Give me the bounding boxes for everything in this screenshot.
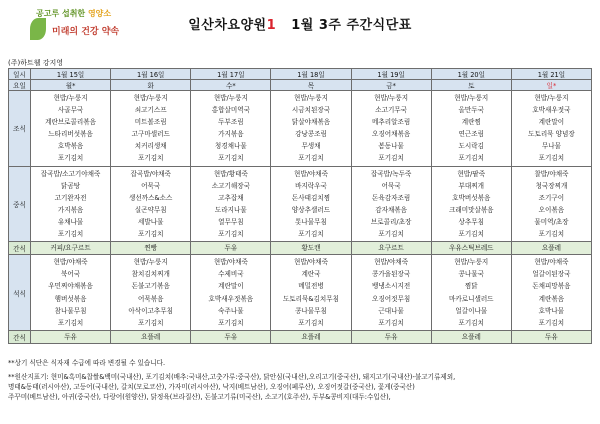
weekday-row bbox=[9, 80, 592, 91]
menu-item: 실곤약무침 bbox=[134, 205, 167, 214]
menu-item: 도토리묵&김치무침 bbox=[282, 294, 340, 303]
menu-item: 도시락김 bbox=[458, 142, 485, 151]
menu-item: 현밥/누룽지 bbox=[133, 94, 168, 102]
menu-item: 계란국 bbox=[301, 270, 321, 279]
menu-item: 물미역/초장 bbox=[534, 217, 569, 226]
menu-item: 현밥/야채죽 bbox=[293, 169, 329, 178]
menu-item: 고추잡채 bbox=[218, 193, 244, 202]
weekday-header: 일* bbox=[511, 80, 591, 91]
menu-cell bbox=[31, 255, 111, 331]
menu-item: 현밥/누룽지 bbox=[133, 258, 168, 267]
snack-cell bbox=[111, 242, 191, 255]
menu-item: 포기김치 bbox=[538, 230, 565, 239]
menu-item: 포기김치 bbox=[298, 154, 324, 163]
menu-item: 도토리묵 양념장 bbox=[528, 130, 575, 139]
snack-row bbox=[9, 330, 592, 343]
menu-item: 감자채볶음 bbox=[375, 205, 408, 214]
menu-item: 부대찌개 bbox=[458, 181, 485, 190]
menu-item: 포기김치 bbox=[538, 318, 565, 327]
menu-item: 포기김치 bbox=[378, 318, 404, 327]
menu-item: 잡곡밥/야채죽 bbox=[130, 169, 171, 178]
meal-label: 간식 bbox=[9, 242, 31, 255]
menu-cell bbox=[511, 166, 591, 242]
menu-item: 톳나물무침 bbox=[295, 217, 327, 226]
menu-item: 찜닭 bbox=[464, 282, 478, 291]
menu-item: 포기김치 bbox=[137, 318, 164, 327]
menu-cell bbox=[431, 91, 511, 167]
menu-item: 현밥/누룽지 bbox=[534, 94, 569, 102]
menu-item: 호박새우젓볶음 bbox=[208, 294, 254, 303]
menu-item: 호박볶음 bbox=[57, 142, 84, 151]
menu-item: 현밥/누룽지 bbox=[374, 94, 409, 102]
weekly-menu-table bbox=[8, 68, 592, 344]
menu-item: 햄버섯볶음 bbox=[54, 294, 87, 303]
menu-item: 얼갈이된장국 bbox=[532, 270, 571, 279]
menu-cell bbox=[191, 255, 271, 331]
menu-item: 호박나물 bbox=[538, 306, 565, 315]
menu-item: 근대나물 bbox=[378, 306, 404, 315]
date-header: 1월 21일 bbox=[511, 69, 591, 80]
menu-item: 브로콜리/초장 bbox=[370, 217, 412, 226]
menu-item: 포기김치 bbox=[57, 318, 84, 327]
menu-item: 마카로니샐러드 bbox=[448, 294, 494, 303]
menu-item: 소고기해장국 bbox=[211, 181, 250, 190]
snack-cell bbox=[431, 330, 511, 343]
menu-item: 포기김치 bbox=[57, 154, 84, 163]
corner-day-label: 요일 bbox=[9, 80, 31, 91]
menu-item: 오징어젓무침 bbox=[372, 294, 411, 303]
menu-item: 우민찌야채볶음 bbox=[48, 282, 93, 291]
menu-item: 요구르트 bbox=[378, 244, 404, 253]
date-header: 1월 15일 bbox=[31, 69, 111, 80]
menu-item: 세발나물 bbox=[137, 217, 164, 226]
menu-item: 바지락우국 bbox=[295, 181, 327, 190]
menu-item: 고구마샐러드 bbox=[131, 130, 170, 139]
menu-item: 포기김치 bbox=[458, 154, 485, 163]
menu-cell bbox=[191, 166, 271, 242]
menu-item: 포기김치 bbox=[137, 154, 164, 163]
menu-item: 조기구이 bbox=[538, 193, 565, 202]
menu-item: 계란브로콜리볶음 bbox=[45, 118, 97, 127]
menu-item: 황도캔 bbox=[301, 244, 321, 253]
snack-cell bbox=[351, 330, 431, 343]
date-header: 1월 17일 bbox=[191, 69, 271, 80]
corner-date-label: 일시 bbox=[9, 69, 31, 80]
menu-item: 오징어채볶음 bbox=[372, 130, 411, 139]
menu-cell bbox=[351, 91, 431, 167]
menu-item: 현밥/누룽지 bbox=[293, 94, 329, 102]
menu-item: 올만두국 bbox=[458, 106, 485, 115]
menu-item: 어묵국 bbox=[381, 181, 401, 190]
menu-item: 두유 bbox=[64, 332, 77, 341]
menu-item: 우유스틱브레드 bbox=[448, 244, 494, 253]
weekday-header: 월* bbox=[31, 80, 111, 91]
menu-item: 두부조림 bbox=[218, 118, 244, 127]
menu-item: 현밥/야채죽 bbox=[53, 258, 88, 267]
menu-item: 연근조림 bbox=[458, 130, 485, 139]
menu-item: 포기김치 bbox=[298, 318, 324, 327]
menu-cell bbox=[351, 166, 431, 242]
menu-item: 콩가을된장국 bbox=[372, 270, 411, 279]
date-row bbox=[9, 69, 592, 80]
menu-item: 두유 bbox=[224, 332, 238, 341]
menu-item: 치커리생채 bbox=[134, 142, 167, 151]
menu-item: 포기김치 bbox=[538, 154, 565, 163]
menu-item: 생선까스&소스 bbox=[129, 193, 173, 202]
logo-slogan-highlight: 영양소 bbox=[87, 9, 112, 18]
menu-item: 요플레 bbox=[541, 244, 561, 253]
author-credit: (주)하트웰 강지영 bbox=[8, 59, 64, 67]
meal-label: 석식 bbox=[9, 255, 31, 331]
menu-cell bbox=[191, 91, 271, 167]
menu-item: 현밥/누룽지 bbox=[213, 94, 248, 102]
menu-item: 현밥/야채죽 bbox=[374, 258, 409, 267]
menu-item: 양상추샐러드 bbox=[291, 205, 331, 214]
snack-row bbox=[9, 242, 592, 255]
menu-item: 호박새우젓국 bbox=[532, 106, 571, 115]
menu-item: 포기김치 bbox=[458, 318, 485, 327]
menu-cell bbox=[31, 166, 111, 242]
menu-item: 무나물 bbox=[541, 142, 561, 151]
menu-cell bbox=[271, 255, 351, 331]
menu-item: 현밥/누룽지 bbox=[454, 94, 489, 102]
menu-cell bbox=[431, 255, 511, 331]
snack-cell bbox=[351, 242, 431, 255]
menu-item: 두유 bbox=[545, 332, 558, 341]
menu-item: 포기김치 bbox=[378, 230, 404, 239]
snack-cell bbox=[271, 330, 351, 343]
menu-item: 포기김치 bbox=[137, 230, 164, 239]
meal-row bbox=[9, 255, 592, 331]
menu-item: 돈사태김치찜 bbox=[291, 193, 331, 202]
menu-item: 현밥/야채죽 bbox=[293, 258, 329, 267]
meal-row bbox=[9, 91, 592, 167]
menu-cell bbox=[31, 91, 111, 167]
notes bbox=[8, 358, 596, 402]
menu-cell bbox=[351, 255, 431, 331]
menu-item: 봄동나물 bbox=[378, 142, 404, 151]
menu-item: 강낭콩조림 bbox=[295, 130, 327, 139]
menu-item: 현밥/팥죽 bbox=[457, 169, 486, 178]
menu-item: 참나물무침 bbox=[54, 306, 87, 315]
menu-item: 포기김치 bbox=[298, 230, 324, 239]
snack-cell bbox=[271, 242, 351, 255]
menu-item: 청국장찌개 bbox=[535, 181, 568, 190]
menu-item: 뱅냉소시지전 bbox=[372, 282, 411, 291]
origin-line-2: 명태&동태(러시아산), 고등어(국내산), 갈치(모로코산), 가자미(러시아산), 낙지(베트남산), 오징어(페루산), 오징어젓갈(중국산), 꽃게(중국산) bbox=[8, 383, 415, 391]
menu-cell bbox=[111, 166, 191, 242]
menu-item: 닭곰탕 bbox=[61, 181, 81, 190]
menu-item: 가지볶음 bbox=[57, 205, 84, 214]
meal-label: 간식 bbox=[9, 330, 31, 343]
menu-item: 계란말이 bbox=[538, 118, 565, 127]
menu-item: 얼갈이나물 bbox=[455, 306, 488, 315]
menu-item: 포기김치 bbox=[378, 154, 404, 163]
menu-item: 청경채나물 bbox=[214, 142, 247, 151]
menu-item: 호박버섯볶음 bbox=[452, 193, 491, 202]
menu-item: 돈육감자조림 bbox=[372, 193, 411, 202]
weekday-header: 화 bbox=[111, 80, 191, 91]
menu-item: 콩나물국 bbox=[458, 270, 485, 279]
menu-item: 수제비국 bbox=[218, 270, 244, 279]
menu-item: 도라지나물 bbox=[214, 205, 247, 214]
meal-row bbox=[9, 166, 592, 242]
snack-cell bbox=[191, 242, 271, 255]
menu-cell bbox=[511, 91, 591, 167]
menu-item: 현밥/야채죽 bbox=[213, 258, 248, 267]
snack-cell bbox=[431, 242, 511, 255]
meal-label: 중식 bbox=[9, 166, 31, 242]
menu-item: 포기김치 bbox=[218, 318, 244, 327]
weekday-header: 수* bbox=[191, 80, 271, 91]
menu-item: 고기완자전 bbox=[54, 193, 87, 202]
date-header: 1월 16일 bbox=[111, 69, 191, 80]
meal-label: 조식 bbox=[9, 91, 31, 167]
menu-item: 사골무국 bbox=[57, 106, 84, 115]
date-header: 1월 18일 bbox=[271, 69, 351, 80]
snack-cell bbox=[111, 330, 191, 343]
menu-item: 요플레 bbox=[301, 332, 321, 341]
menu-item: 아삭이고추무침 bbox=[128, 306, 173, 315]
menu-item: 포기김치 bbox=[57, 230, 84, 239]
menu-item: 유채나물 bbox=[57, 217, 84, 226]
menu-item: 어묵국 bbox=[141, 181, 161, 190]
menu-cell bbox=[111, 91, 191, 167]
snack-cell bbox=[511, 242, 591, 255]
menu-item: 돈채피망볶음 bbox=[532, 282, 571, 291]
menu-item: 현밥/누룽지 bbox=[454, 258, 489, 267]
menu-cell bbox=[431, 166, 511, 242]
menu-item: 현밥/누룽지 bbox=[53, 94, 88, 102]
menu-item: 계란찜 bbox=[461, 118, 481, 127]
title-week: 1월 3주 주간식단표 bbox=[291, 18, 412, 33]
menu-item: 찐빵 bbox=[144, 244, 158, 253]
origin-line-1: **원산지표기: 현미&흑미&찹쌀&백미(국내산), 포기김치(배추:국내산,고춧가루:중국산), 닭안심(국내산),오리고기(중국산), 돼지고기(국내산)-불고기류제외, bbox=[8, 373, 456, 381]
menu-cell bbox=[111, 255, 191, 331]
menu-item: 포기김치 bbox=[458, 230, 485, 239]
menu-cell bbox=[271, 166, 351, 242]
page-title bbox=[0, 14, 600, 33]
menu-item: 쇠고기스프 bbox=[134, 106, 167, 115]
menu-item: 무생채 bbox=[301, 142, 321, 151]
menu-item: 요플레 bbox=[141, 332, 161, 341]
menu-item: 어묵볶음 bbox=[137, 294, 164, 303]
snack-cell bbox=[31, 242, 111, 255]
date-header: 1월 19일 bbox=[351, 69, 431, 80]
title-org: 일산차요양원 bbox=[188, 18, 267, 33]
menu-item: 현밥/황태죽 bbox=[213, 169, 248, 178]
menu-item: 홍합살미역국 bbox=[211, 106, 250, 115]
menu-item: 포기김치 bbox=[218, 154, 244, 163]
logo-tagline: 미래의 건강 약속 bbox=[52, 27, 120, 37]
menu-item: 잡곡밥/녹두죽 bbox=[370, 169, 412, 178]
menu-item: 찰밥/야채죽 bbox=[534, 169, 569, 178]
menu-item: 계란볶음 bbox=[538, 294, 565, 303]
menu-item: 계란말이 bbox=[218, 282, 244, 291]
title-number: 1 bbox=[266, 18, 277, 33]
logo-slogan-prefix: 공고루 섭취한 bbox=[36, 9, 86, 18]
menu-item: 느타리버섯볶음 bbox=[48, 130, 93, 139]
menu-item: 가지볶음 bbox=[218, 130, 244, 139]
menu-item: 요플레 bbox=[461, 332, 481, 341]
menu-item: 돈불고기볶음 bbox=[131, 282, 170, 291]
origin-line-3: 주꾸미(베트남산), 아귀(중국산), 다랑어(원양산), 닭정육(브라질산), 돈불고기류(미국산), 소고기(호주산), 두부&콩비지(대두:수입산), bbox=[8, 393, 391, 401]
menu-item: 참치김치찌개 bbox=[131, 270, 170, 279]
menu-item: 크래미맛살볶음 bbox=[448, 205, 494, 214]
menu-item: 닭살야채볶음 bbox=[291, 118, 331, 127]
menu-item: 두유 bbox=[384, 332, 398, 341]
snack-cell bbox=[191, 330, 271, 343]
menu-item: 상추무침 bbox=[458, 217, 485, 226]
menu-item: 메추리알조림 bbox=[372, 118, 411, 127]
menu-item: 소고기무국 bbox=[375, 106, 408, 115]
menu-item: 미트볼조림 bbox=[134, 118, 167, 127]
weekday-header: 목 bbox=[271, 80, 351, 91]
menu-item: 두유 bbox=[224, 244, 238, 253]
date-header: 1월 20일 bbox=[431, 69, 511, 80]
menu-item: 잡곡밥/소고기야채죽 bbox=[40, 169, 101, 178]
menu-item: 숙주나물 bbox=[218, 306, 244, 315]
menu-cell bbox=[271, 91, 351, 167]
weekday-header: 토 bbox=[431, 80, 511, 91]
menu-item: 포기김치 bbox=[218, 230, 244, 239]
snack-cell bbox=[511, 330, 591, 343]
menu-item: 열무무침 bbox=[218, 217, 244, 226]
menu-item: 현밥/야채죽 bbox=[534, 258, 569, 267]
weekday-header: 금* bbox=[351, 80, 431, 91]
menu-item: 메밀전병 bbox=[298, 282, 324, 291]
snack-cell bbox=[31, 330, 111, 343]
menu-item: 시금치된장국 bbox=[291, 106, 331, 115]
menu-item: 오이볶음 bbox=[538, 205, 565, 214]
menu-item: 커피/요구르트 bbox=[50, 244, 91, 253]
menu-item: 콩나물무침 bbox=[295, 306, 327, 315]
menu-cell bbox=[511, 255, 591, 331]
notice-text: **상기 식단은 식자재 수급에 따라 변경될 수 있습니다. bbox=[8, 359, 166, 367]
menu-item: 북어국 bbox=[61, 270, 81, 279]
